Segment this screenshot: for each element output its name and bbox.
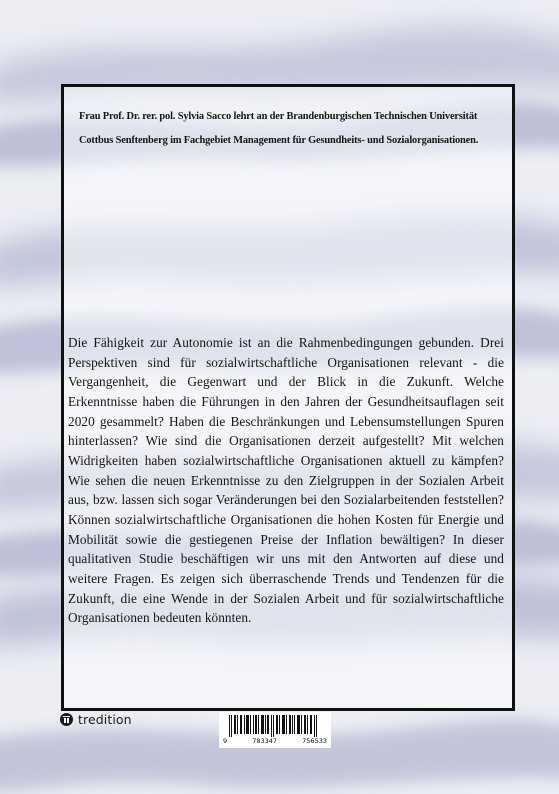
text-frame xyxy=(61,84,515,711)
barcode-digits xyxy=(223,737,327,745)
isbn-barcode xyxy=(219,712,331,748)
author-bio: Frau Prof. Dr. rer. pol. Sylvia Sacco lehrt an der Brandenburgischen Technischen Universität Cottbus Senftenberg im Fachgebiet Management für Gesundheits- und Sozialorganisationen. xyxy=(79,111,479,146)
barcode-bars-icon xyxy=(223,715,327,737)
book-blurb: Die Fähigkeit zur Autonomie ist an die Rahmenbedingungen gebunden. Drei Perspektiven sind für sozialwirtschaftliche Organisationen relevant - die Vergangenheit, die Gegenwart und der Blick in die Zukunft. Welche Erkenntnisse haben die Führungen in den Jahren der Gesundheitsauflagen seit 2020 gesammelt? Haben die Beschränkungen und Lebensumstellungen Spuren hinterlassen? Wie sind die Organisationen derzeit aufgestellt? Mit welchen Widrigkeiten haben sozialwirtschaftliche Organisationen aktuell zu kämpfen? Wie sehen die neuen Erkenntnisse zu den Zielgruppen in der Sozialen Arbeit aus, bzw. lassen sich sogar Veränderungen bei den Sozialarbeitenden feststellen? Können sozialwirtschaftliche Organisationen die hohen Kosten für Energie und Mobilität sowie die gestiegenen Preise der Inflation bewältigen? In dieser qualitativen Studie beschäftigen wir uns mit den Antworten auf diese und weitere Fragen. Es zeigen sich überraschende Trends und Tendenzen für die Zukunft, die eine Wende in der Sozialen Arbeit und für sozialwirtschaftliche Organisationen bedeuten könnten. xyxy=(68,335,504,626)
barcode-right-group: 756533 xyxy=(302,737,327,745)
tredition-logo-icon xyxy=(60,713,73,726)
barcode-left-group: 783347 xyxy=(252,737,278,745)
publisher-logo xyxy=(60,711,132,727)
barcode-lead-digit: 9 xyxy=(223,737,228,745)
publisher-name: tredition xyxy=(78,711,132,727)
